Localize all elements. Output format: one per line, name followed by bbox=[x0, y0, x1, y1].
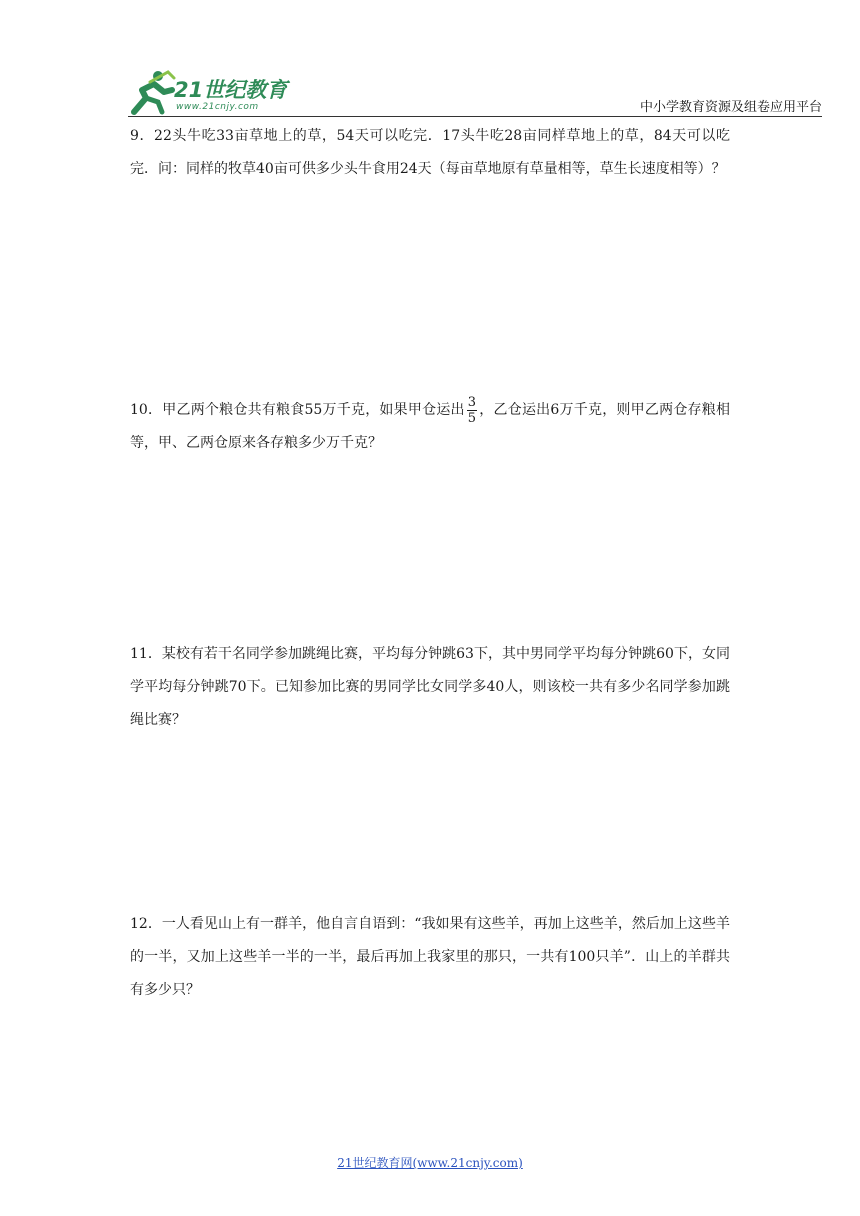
question-10 bbox=[130, 394, 730, 460]
fraction-numerator: 3 bbox=[467, 394, 477, 410]
runner-logo-icon bbox=[128, 68, 178, 116]
question-12 bbox=[130, 908, 730, 1007]
page-footer bbox=[0, 1154, 860, 1171]
question-11 bbox=[130, 638, 730, 737]
question-10-text-after: ，乙仓运出6万千克，则甲乙两仓存粮相等，甲、乙两仓原来各存粮多少万千克？ bbox=[130, 402, 730, 451]
logo-url: www.21cnjy.com bbox=[176, 102, 259, 112]
question-9 bbox=[130, 120, 730, 186]
page-header bbox=[128, 66, 822, 118]
question-10-text-before: 10．甲乙两个粮仓共有粮食55万千克，如果甲仓运出 bbox=[130, 402, 465, 418]
header-divider bbox=[128, 116, 822, 117]
footer-link[interactable]: 21世纪教育网(www.21cnjy.com) bbox=[337, 1156, 523, 1170]
question-12-text: 12．一人看见山上有一群羊，他自言自语到：“我如果有这些羊，再加上这些羊，然后加上这些羊的一半，又加上这些羊一半的一半，最后再加上我家里的那只，一共有100只羊”．山上的羊群共有多少只？ bbox=[130, 916, 730, 998]
logo-text: 21世纪教育 bbox=[174, 78, 288, 102]
fraction-denominator: 5 bbox=[467, 410, 477, 426]
platform-title: 中小学教育资源及组卷应用平台 bbox=[639, 100, 822, 115]
question-9-text: 9．22头牛吃33亩草地上的草，54天可以吃完．17头牛吃28亩同样草地上的草，84天可以吃完．问：同样的牧草40亩可供多少头牛食用24天（每亩草地原有草量相等，草生长速度相等）？ bbox=[130, 128, 730, 177]
question-11-text: 11．某校有若干名同学参加跳绳比赛，平均每分钟跳63下，其中男同学平均每分钟跳60下，女同学平均每分钟跳70下。已知参加比赛的男同学比女同学多40人，则该校一共有多少名同学参加跳绳比赛？ bbox=[130, 646, 730, 728]
fraction bbox=[467, 395, 477, 426]
site-logo[interactable] bbox=[128, 66, 308, 116]
